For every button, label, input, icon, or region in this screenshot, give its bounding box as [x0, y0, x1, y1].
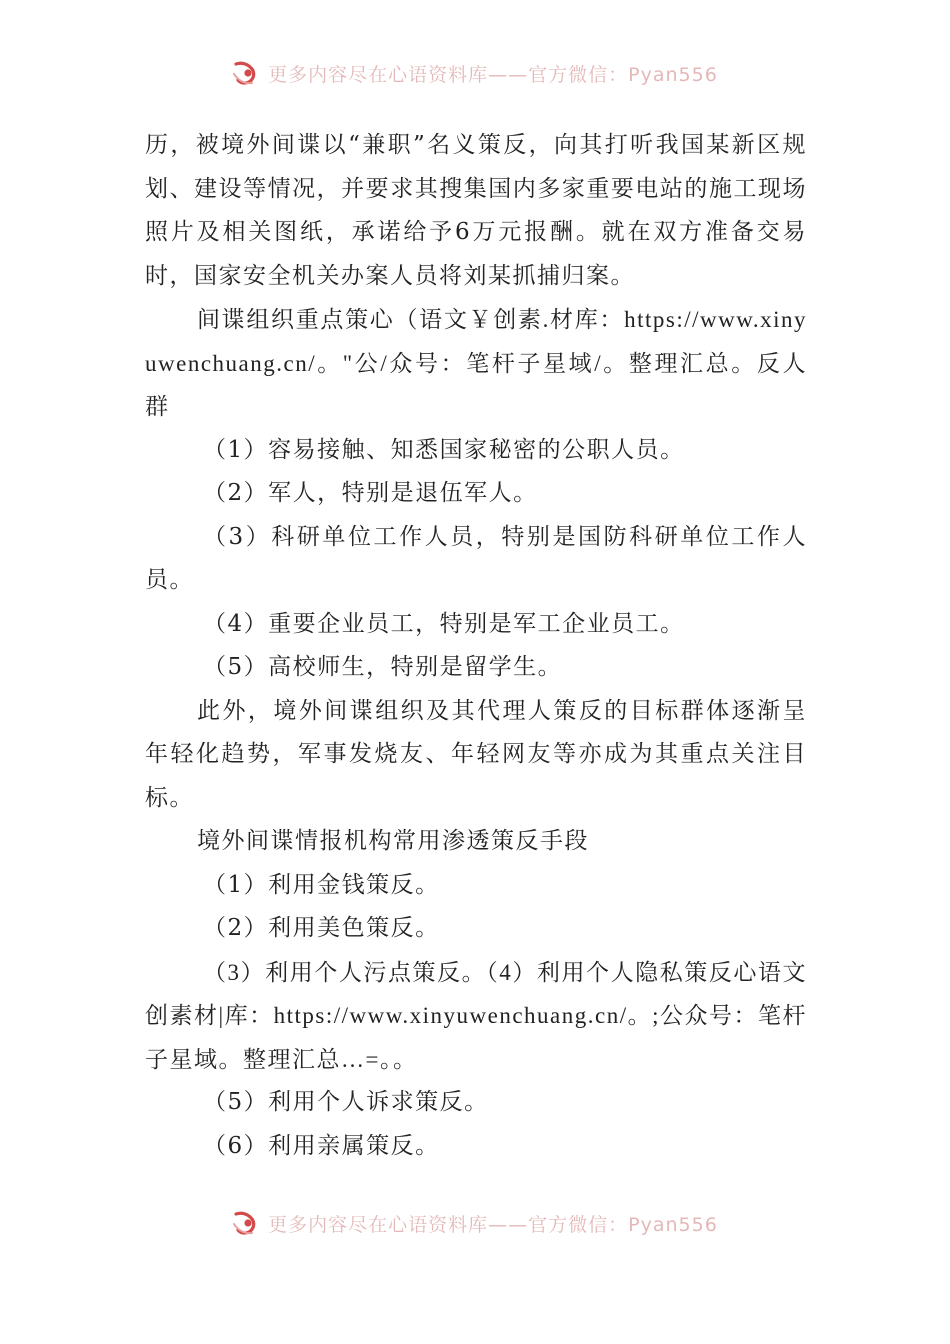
paragraph-target-groups-heading: 间谍组织重点策心（语文￥创素.材库：https://www.xinyuwenchuang.cn/。"公/众号：笔杆子星域/。整理汇总。反人群 — [145, 307, 807, 419]
watermark-text: 更多内容尽在心语资料库——官方微信：Pyan556 — [268, 63, 718, 86]
document-body — [145, 124, 807, 1168]
list-item: （3）科研单位工作人员，特别是国防科研单位工作人员。 — [145, 523, 807, 593]
brand-logo-icon — [232, 1210, 262, 1236]
list-item: （4）重要企业员工，特别是军工企业员工。 — [203, 610, 685, 637]
list-item: （6）利用亲属策反。 — [203, 1132, 440, 1159]
footer-watermark — [0, 1206, 950, 1240]
list-item: （5）高校师生，特别是留学生。 — [203, 654, 563, 680]
paragraph-youth-trend: 此外，境外间谍组织及其代理人策反的目标群体逐渐呈年轻化趋势，军事发烧友、年轻网友等亦成为其重点关注目标。 — [145, 697, 807, 811]
list-item: （1）利用金钱策反。 — [203, 871, 440, 898]
brand-logo-icon — [232, 60, 262, 86]
list-item: （2）利用美色策反。 — [203, 915, 440, 941]
paragraph-case-story: 历，被境外间谍以“兼职”名义策反，向其打听我国某新区规划、建设等情况，并要求其搜集国内多家重要电站的施工现场照片及相关图纸，承诺给予6万元报酬。就在双方准备交易时，国家安全机关办案人员将刘某抓捕归案。 — [145, 132, 807, 289]
list-item: （1）容易接触、知悉国家秘密的公职人员。 — [203, 436, 685, 463]
list-item: （2）军人，特别是退伍军人。 — [203, 480, 538, 506]
header-watermark — [0, 56, 950, 90]
list-item: （5）利用个人诉求策反。 — [203, 1089, 489, 1115]
list-item: （3）利用个人污点策反。（4）利用个人隐私策反心语文创素材|库：https://www.xinyuwenchuang.cn/。;公众号：笔杆子星域。整理汇总…=。。 — [145, 959, 807, 1072]
watermark-text: 更多内容尽在心语资料库——官方微信：Pyan556 — [268, 1213, 718, 1236]
section-heading-methods: 境外间谍情报机构常用渗透策反手段 — [197, 828, 589, 854]
